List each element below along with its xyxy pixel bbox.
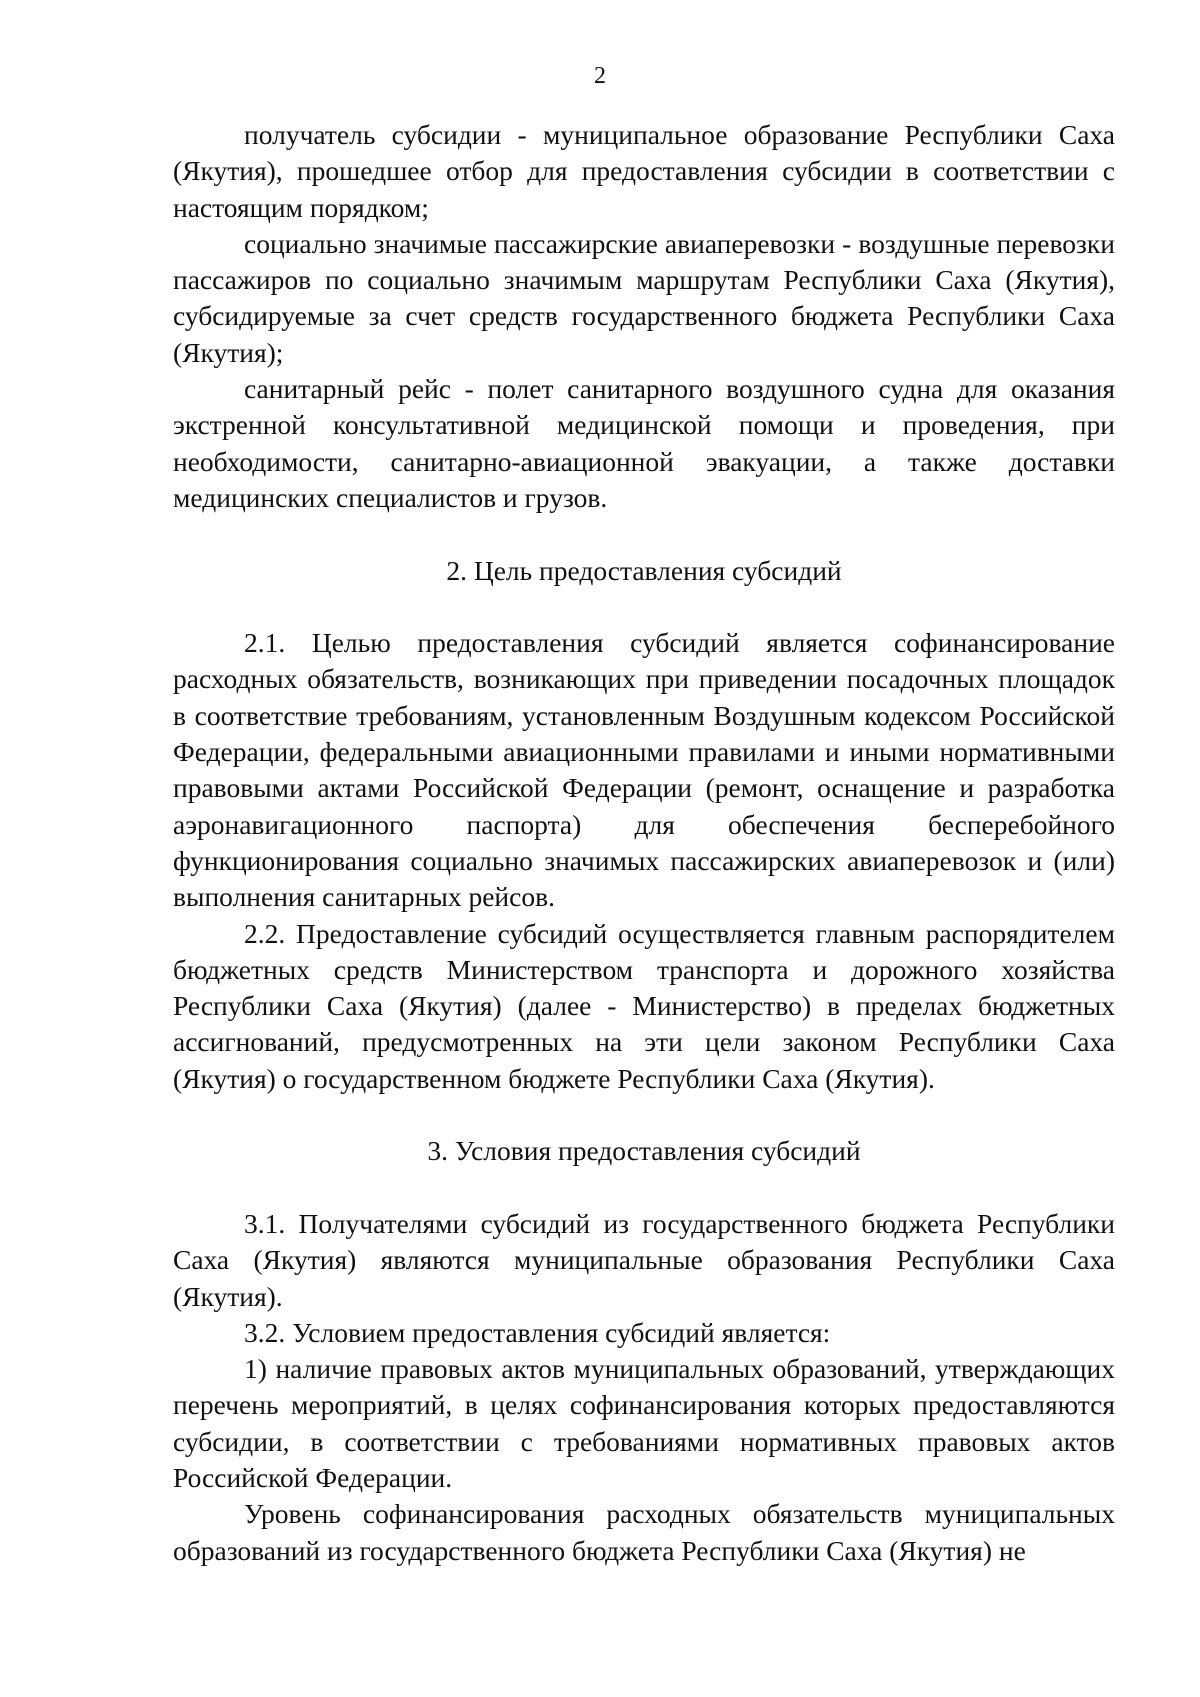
section-heading: 2. Цель предоставления субсидий	[446, 554, 842, 586]
spacer	[173, 516, 1115, 552]
definition-paragraph: получатель субсидии - муниципальное образование Республики Саха (Якутия), прошедшее отбор для предоставления субсидии в соответствии с настоящим порядком;	[173, 119, 1115, 223]
document-body	[173, 117, 1115, 1569]
spacer	[173, 589, 1115, 625]
definition-paragraph: санитарный рейс - полет санитарного воздушного судна для оказания экстренной консультативной медицинской помощи и проведения, при необходимости, санитарно-авиационной эвакуации, а также доставки медицинских специалистов и грузов.	[173, 373, 1115, 513]
body-paragraph: 3.2. Условием предоставления субсидий является:	[244, 1316, 831, 1348]
spacer	[173, 1097, 1115, 1133]
definition-paragraph: социально значимые пассажирские авиаперевозки - воздушные перевозки пассажиров по социально значимым маршрутам Республики Саха (Якутия), субсидируемые за счет средств государственного бюджета Республики Саха (Якутия);	[173, 227, 1115, 368]
body-paragraph: 3.1. Получателями субсидий из государственного бюджета Республики Саха (Якутия) являются муниципальные образования Республики Саха (Якутия).	[173, 1207, 1115, 1312]
spacer	[173, 1170, 1115, 1206]
body-paragraph: Уровень софинансирования расходных обязательств муниципальных образований из государственного бюджета Республики Саха (Якутия) не	[173, 1498, 1115, 1566]
body-paragraph: 2.2. Предоставление субсидий осуществляется главным распорядителем бюджетных средств Министерством транспорта и дорожного хозяйства Республики Саха (Якутия) (далее - Министерство) в пределах бюджетных ассигнований, предусмотренных на эти цели законом Республики Саха (Якутия) о государственном бюджете Республики Саха (Якутия).	[173, 917, 1115, 1094]
section-heading: 3. Условия предоставления субсидий	[427, 1135, 861, 1167]
body-paragraph: 1) наличие правовых актов муниципальных образований, утверждающих перечень мероприятий, в целях софинансирования которых предоставляются субсидии, в соответствии с требованиями нормативных правовых актов Российской Федерации.	[173, 1353, 1115, 1493]
body-paragraph: 2.1. Целью предоставления субсидий является софинансирование расходных обязательств, возникающих при приведении посадочных площадок в соответствие требованиям, установленным Воздушным кодексом Российской Федерации, федеральными авиационными правилами и иными нормативными правовыми актами Российской Федерации (ремонт, оснащение и разработка аэронавигационного паспорта) для обеспечения бесперебойного функционирования социально значимых пассажирских авиаперевозок и (или) выполнения санитарных рейсов.	[173, 627, 1115, 913]
page-number: 2	[594, 63, 606, 89]
